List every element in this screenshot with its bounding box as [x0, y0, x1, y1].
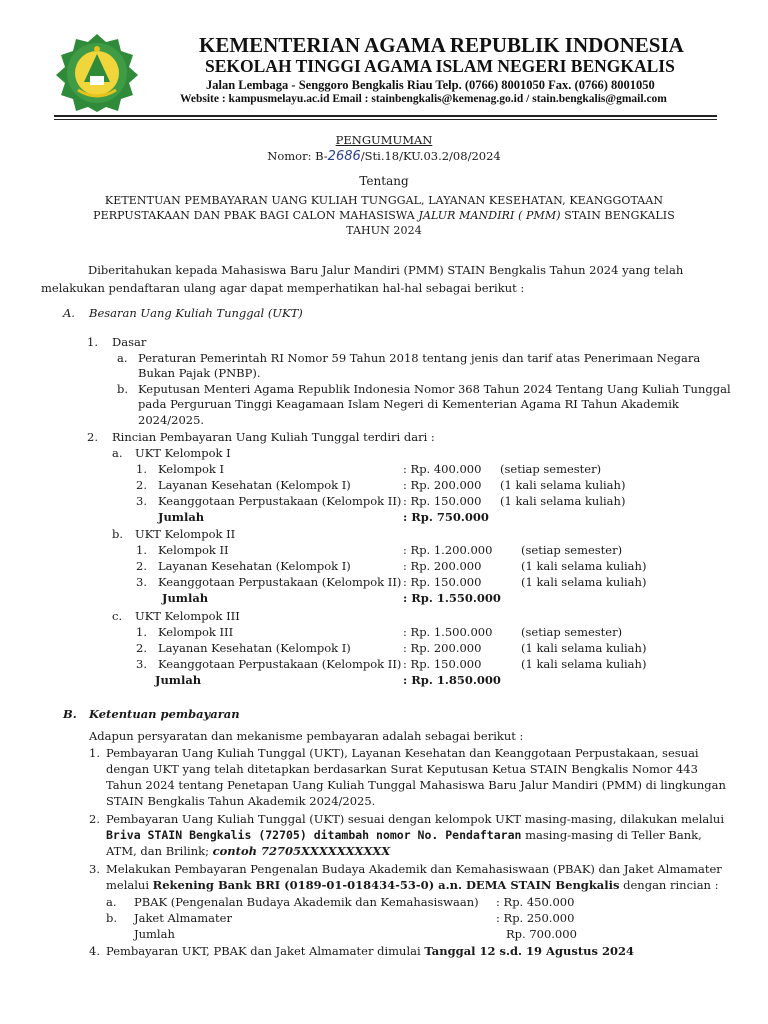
fee-item-note: (1 kali selama kuliah)	[500, 478, 626, 492]
dasar-a-line-1: Peraturan Pemerintah RI Nomor 59 Tahun 2018 tentang jenis dan tarif atas Penerimaan Negara	[138, 351, 701, 365]
dasar-label: Dasar	[112, 335, 147, 349]
fees-total-label: Jumlah	[134, 927, 175, 941]
fee-item-number: 2.	[136, 478, 147, 492]
fee-item-number: 2.	[136, 559, 147, 573]
fee-item-note: (1 kali selama kuliah)	[521, 641, 647, 655]
group-marker: a.	[112, 446, 123, 460]
fee-label: Jaket Almamater	[134, 911, 232, 925]
fee-item-amount: : Rp. 150.000	[403, 657, 482, 671]
dasar-number: 1.	[87, 335, 98, 349]
fee-marker: a.	[106, 895, 117, 909]
fee-item-amount: : Rp. 400.000	[403, 462, 482, 476]
fee-item-label: Kelompok III	[158, 625, 234, 639]
fee-item-amount: : Rp. 1.200.000	[403, 543, 493, 557]
letterhead-divider	[54, 115, 717, 117]
group-marker: c.	[112, 609, 123, 623]
ministry-name: KEMENTERIAN AGAMA REPUBLIK INDONESIA	[199, 33, 684, 57]
fee-marker: b.	[106, 911, 118, 925]
institution-contact: Website : kampusmelayu.ac.id Email : stainbengkalis@kemenag.go.id / stain.bengkalis@gmail.com	[180, 93, 667, 105]
tentang-label: Tentang	[359, 174, 409, 188]
rincian-label: Rincian Pembayaran Uang Kuliah Tunggal terdiri dari :	[112, 430, 435, 444]
handwritten-number: 2686	[327, 149, 361, 164]
clause-1-line-4: STAIN Bengkalis Tahun Akademik 2024/2025.	[106, 794, 376, 808]
fee-item-note: (1 kali selama kuliah)	[500, 494, 626, 508]
fee-item-label: Keanggotaan Perpustakaan (Kelompok II)	[158, 657, 402, 671]
clause-4-number: 4.	[89, 944, 100, 958]
fee-item-label: Layanan Kesehatan (Kelompok I)	[158, 559, 351, 573]
institution-name: SEKOLAH TINGGI AGAMA ISLAM NEGERI BENGKALIS	[205, 56, 675, 76]
clause-3-number: 3.	[89, 862, 100, 876]
fee-item-number: 3.	[136, 494, 147, 508]
fee-item-number: 1.	[136, 543, 147, 557]
fee-item-label: Layanan Kesehatan (Kelompok I)	[158, 478, 351, 492]
section-b-title: Ketentuan pembayaran	[89, 707, 240, 721]
fee-item-note: (setiap semester)	[521, 625, 623, 639]
group-total: : Rp. 750.000	[403, 510, 489, 524]
fee-item-note: (1 kali selama kuliah)	[521, 657, 647, 671]
clause-2-line-3: ATM, dan Brilink; contoh 72705XXXXXXXXXX	[106, 844, 391, 858]
institution-address: Jalan Lembaga - Senggoro Bengkalis Riau Telp. (0766) 8001050 Fax. (0766) 8001050	[206, 78, 655, 92]
clause-2-number: 2.	[89, 812, 100, 826]
fee-item-label: Keanggotaan Perpustakaan (Kelompok II)	[158, 575, 402, 589]
clause-1-number: 1.	[89, 746, 100, 760]
kemenag-logo	[54, 32, 140, 112]
fee-item-note: (setiap semester)	[500, 462, 602, 476]
group-total-label: Jumlah	[158, 510, 205, 524]
letterhead-divider-thin	[54, 119, 717, 120]
intro-line-2: melakukan pendaftaran ulang agar dapat memperhatikan hal-hal sebagai berikut :	[41, 281, 525, 295]
group-total-label: Jumlah	[162, 591, 209, 605]
dasar-b-line-2: pada Perguruan Tinggi Keagamaan Islam Negeri di Kementerian Agama RI Tahun Akademik	[138, 397, 679, 411]
clause-4-text: Pembayaran UKT, PBAK dan Jaket Almamater dimulai Tanggal 12 s.d. 19 Agustus 2024	[106, 944, 635, 958]
fee-item-amount: : Rp. 200.000	[403, 559, 482, 573]
clause-1-line-2: dengan UKT yang telah ditetapkan berdasarkan Surat Keputusan Ketua STAIN Bengkalis Nomor 443	[106, 762, 698, 776]
fee-label: PBAK (Pengenalan Budaya Akademik dan Kemahasiswaan)	[134, 895, 479, 909]
clause-2-line-2: Briva STAIN Bengkalis (72705) ditambah nomor No. Pendaftaran masing-masing di Teller Bank,	[106, 828, 702, 842]
fee-item-label: Keanggotaan Perpustakaan (Kelompok II)	[158, 494, 402, 508]
group-name: UKT Kelompok I	[135, 446, 231, 460]
section-b-intro: Adapun persyaratan dan mekanisme pembayaran adalah sebagai berikut :	[89, 729, 524, 743]
rincian-number: 2.	[87, 430, 98, 444]
section-b-marker: B.	[63, 707, 77, 721]
group-total: : Rp. 1.550.000	[403, 591, 501, 605]
title-line-3: TAHUN 2024	[346, 224, 422, 237]
fee-amount: : Rp. 450.000	[496, 895, 575, 909]
fee-item-note: (1 kali selama kuliah)	[521, 559, 647, 573]
announcement-heading: PENGUMUMAN	[335, 133, 433, 147]
dasar-b-line-1: Keputusan Menteri Agama Republik Indonesia Nomor 368 Tahun 2024 Tentang Uang Kuliah Tunggal	[138, 382, 731, 396]
fee-item-number: 1.	[136, 625, 147, 639]
fee-item-note: (1 kali selama kuliah)	[521, 575, 647, 589]
fee-item-amount: : Rp. 200.000	[403, 478, 482, 492]
group-marker: b.	[112, 527, 124, 541]
fee-item-label: Layanan Kesehatan (Kelompok I)	[158, 641, 351, 655]
section-a-marker: A.	[63, 306, 75, 320]
dasar-a-marker: a.	[117, 351, 128, 365]
group-total: : Rp. 1.850.000	[403, 673, 501, 687]
fee-item-label: Kelompok I	[158, 462, 225, 476]
title-line-2: PERPUSTAKAAN DAN PBAK BAGI CALON MAHASISWA JALUR MANDIRI ( PMM) STAIN BENGKALIS	[93, 209, 675, 222]
fee-item-number: 3.	[136, 575, 147, 589]
dasar-b-marker: b.	[117, 382, 129, 396]
clause-1-line-1: Pembayaran Uang Kuliah Tunggal (UKT), Layanan Kesehatan dan Keanggotaan Perpustakaan, sesuai	[106, 746, 699, 760]
fee-item-number: 3.	[136, 657, 147, 671]
fee-item-number: 2.	[136, 641, 147, 655]
fee-item-amount: : Rp. 150.000	[403, 575, 482, 589]
clause-1-line-3: Tahun 2024 tentang Penetapan Uang Kuliah Tunggal Mahasiswa Baru Jalur Mandiri (PMM) di lingkungan	[106, 778, 726, 792]
fee-amount: : Rp. 250.000	[496, 911, 575, 925]
fee-item-label: Kelompok II	[158, 543, 229, 557]
clause-3-line-2: melalui Rekening Bank BRI (0189-01-018434-53-0) a.n. DEMA STAIN Bengkalis dengan rincian :	[106, 878, 719, 892]
dasar-b-line-3: 2024/2025.	[138, 413, 205, 427]
fee-item-note: (setiap semester)	[521, 543, 623, 557]
intro-line-1: Diberitahukan kepada Mahasiswa Baru Jalur Mandiri (PMM) STAIN Bengkalis Tahun 2024 yang telah	[88, 263, 684, 277]
group-name: UKT Kelompok III	[135, 609, 240, 623]
fee-item-number: 1.	[136, 462, 147, 476]
title-line-1: KETENTUAN PEMBAYARAN UANG KULIAH TUNGGAL, LAYANAN KESEHATAN, KEANGGOTAAN	[104, 194, 664, 207]
fee-item-amount: : Rp. 150.000	[403, 494, 482, 508]
clause-3-line-1: Melakukan Pembayaran Pengenalan Budaya Akademik dan Kemahasiswaan (PBAK) dan Jaket Almamater	[106, 862, 722, 876]
dasar-a-line-2: Bukan Pajak (PNBP).	[138, 366, 261, 380]
letter-number: Nomor: B-2686/Sti.18/KU.03.2/08/2024	[267, 149, 501, 164]
section-a-title: Besaran Uang Kuliah Tunggal (UKT)	[89, 306, 303, 320]
fee-item-amount: : Rp. 200.000	[403, 641, 482, 655]
fees-total: Rp. 700.000	[506, 927, 577, 941]
fee-item-amount: : Rp. 1.500.000	[403, 625, 493, 639]
group-total-label: Jumlah	[155, 673, 202, 687]
clause-2-line-1: Pembayaran Uang Kuliah Tunggal (UKT) sesuai dengan kelompok UKT masing-masing, dilakukan melalui	[106, 812, 725, 826]
group-name: UKT Kelompok II	[135, 527, 236, 541]
